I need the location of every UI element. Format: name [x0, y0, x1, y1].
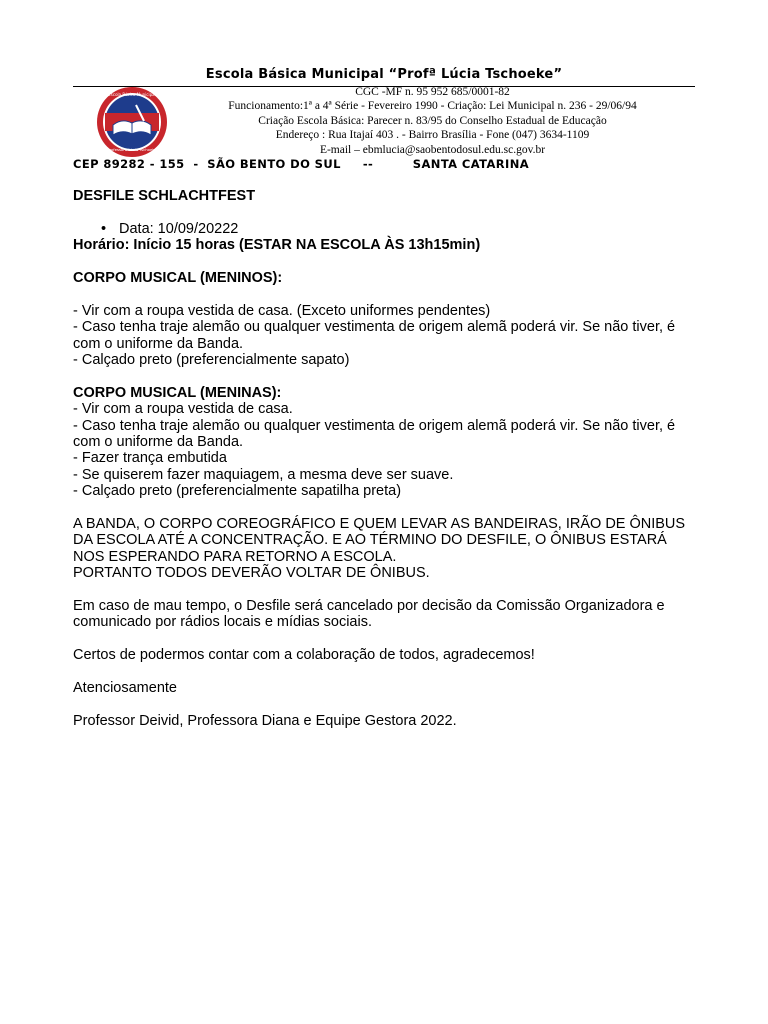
closing: Atenciosamente [73, 680, 177, 697]
crest-top-text: Escola Básica Municipal [108, 92, 156, 97]
email-line: E-mail – ebmlucia@saobentodosul.edu.sc.gov.br [319, 143, 546, 156]
boys-item: - Calçado preto (preferencialmente sapato) [73, 352, 350, 369]
transport-paragraph: A BANDA, O CORPO COREOGRÁFICO E QUEM LEVAR AS BANDEIRAS, IRÃO DE ÔNIBUS DA ESCOLA ATÉ A CONCENTRAÇÃO. E AO TÉRMINO DO DESFILE, O ÔNIBUS ESTARÁ NOS ESPERANDO PARA RETORNO A ESCOLA. [73, 516, 686, 565]
time-line: Horário: Início 15 horas (ESTAR NA ESCOLA ÀS 13h15min) [73, 237, 481, 254]
criacao-line: Criação Escola Básica: Parecer n. 83/95 do Conselho Estadual de Educação [258, 114, 607, 127]
date-text: Data: 10/09/20222 [119, 220, 239, 237]
transport-paragraph-2: PORTANTO TODOS DEVERÃO VOLTAR DE ÔNIBUS. [73, 565, 430, 582]
school-name: Escola Básica Municipal “Profª Lúcia Tschoeke” [205, 67, 563, 82]
girls-item: - Fazer trança embutida [73, 450, 227, 467]
cep-line: CEP 89282 - 155 - SÃO BENTO DO SUL -- SANTA CATARINA [73, 157, 530, 171]
school-info [170, 85, 695, 157]
girls-item: - Vir com a roupa vestida de casa. [73, 401, 293, 418]
signature: Professor Deivid, Professora Diana e Equipe Gestora 2022. [73, 712, 457, 729]
cgc-line: CGC -MF n. 95 952 685/0001-82 [355, 86, 510, 98]
boys-item: - Vir com a roupa vestida de casa. (Exceto uniformes pendentes) [73, 302, 491, 319]
funcionamento-line: Funcionamento:1ª a 4ª Série - Fevereiro 1990 - Criação: Lei Municipal n. 236 - 29/06/94 [228, 100, 637, 113]
girls-item: - Se quiserem fazer maquiagem, a mesma deve ser suave. [73, 466, 454, 483]
boys-heading: CORPO MUSICAL (MENINOS): [73, 270, 283, 286]
document-body [73, 188, 698, 729]
school-crest-book-icon [96, 85, 168, 159]
crest-bottom-text: Professora Lúcia Tschoeke [107, 147, 157, 152]
address-line: Endereço : Rua Itajaí 403 . - Bairro Brasília - Fone (047) 3634-1109 [275, 129, 590, 142]
document-title: DESFILE SCHLACHTFEST [73, 188, 256, 204]
bullet-icon: • [101, 220, 107, 237]
date-bullet [73, 221, 698, 237]
girls-item: - Caso tenha traje alemão ou qualquer vestimenta de origem alemã poderá vir. Se não tiver, é com o uniforme da Banda. [73, 417, 676, 451]
weather-paragraph: Em caso de mau tempo, o Desfile será cancelado por decisão da Comissão Organizadora e comunicado por rádios locais e mídias sociais. [73, 598, 665, 631]
girls-heading: CORPO MUSICAL (MENINAS): [73, 384, 282, 401]
thanks-paragraph: Certos de podermos contar com a colaboração de todos, agradecemos! [73, 647, 535, 664]
boys-item: - Caso tenha traje alemão ou qualquer vestimenta de origem alemã poderá vir. Se não tiver, é com o uniforme da Banda. [73, 319, 676, 352]
girls-item: - Calçado preto (preferencialmente sapatilha preta) [73, 483, 402, 500]
